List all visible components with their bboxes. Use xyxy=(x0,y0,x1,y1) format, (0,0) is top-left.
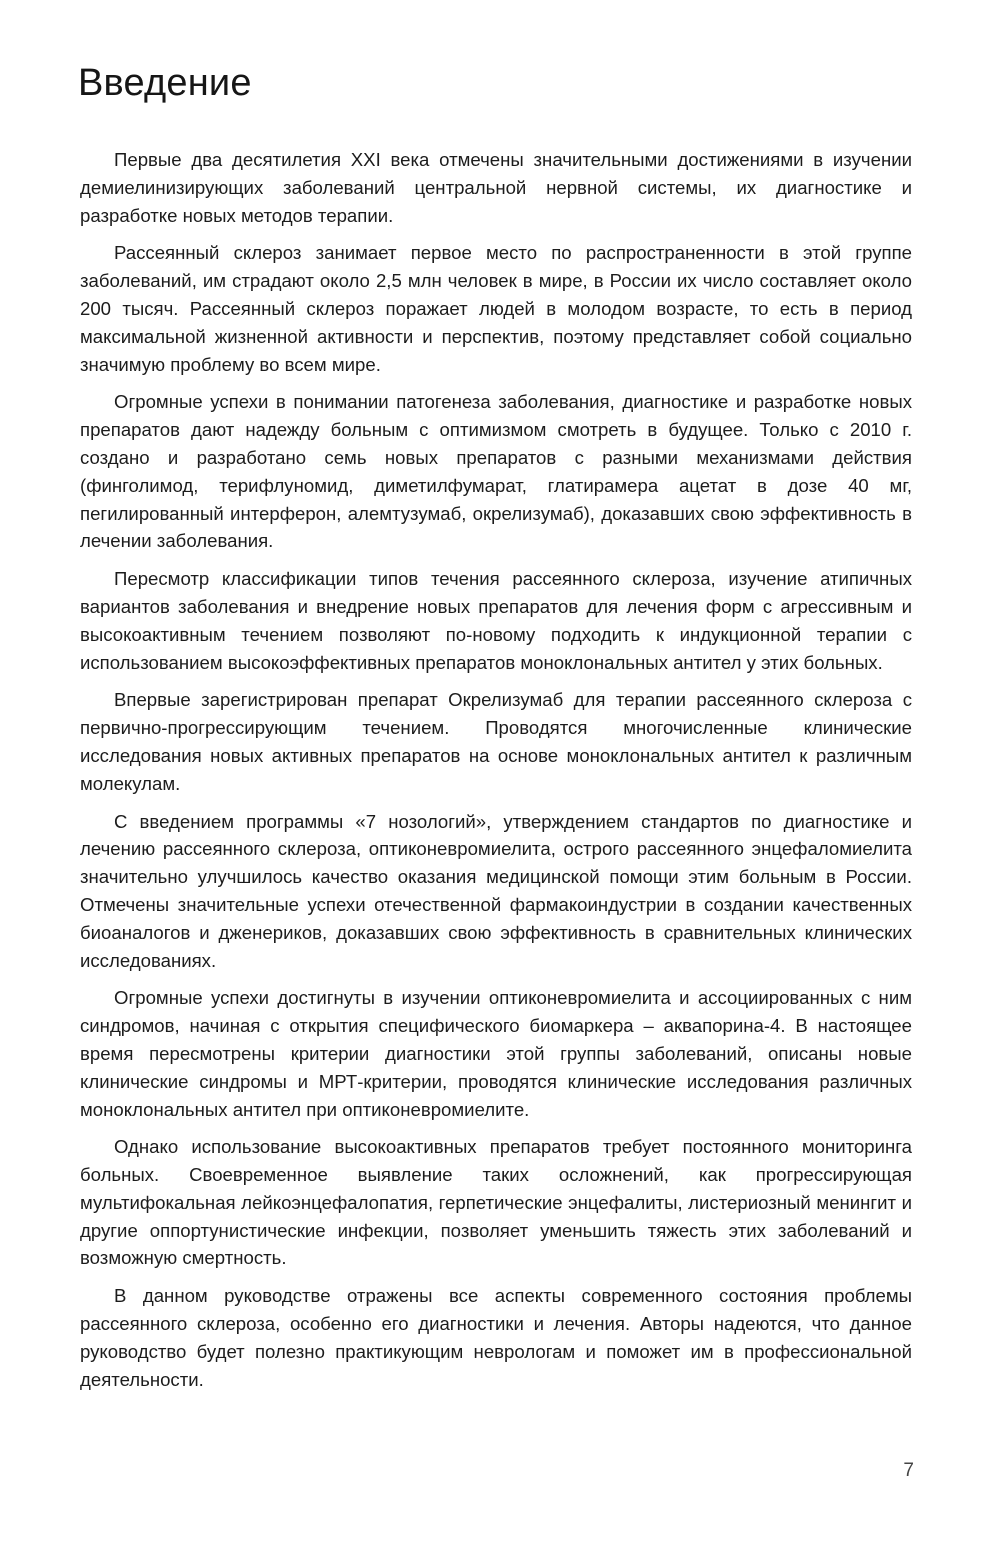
paragraph: Огромные успехи в понимании патогенеза заболевания, диагностике и разработке новых препаратов дают надежду больным с оптимизмом смотреть в будущее. Только с 2010 г. создано и разработано семь новых препаратов с разными механизмами действия (финголимод, терифлуномид, диметилфумарат, глатирамера ацетат в дозе 40 мг, пегилированный интерферон, алемтузумаб, окрелизумаб), доказавших свою эффективность в лечении заболевания. xyxy=(80,391,912,552)
introduction-body xyxy=(80,146,912,1403)
paragraph: С введением программы «7 нозологий», утверждением стандартов по диагностике и лечению рассеянного склероза, оптиконевромиелита, острого рассеянного энцефаломиелита значительно улучшилось качество оказания медицинской помощи этим больным в России. Отмечены значительные успехи отечественной фармакоиндустрии в создании качественных биоаналогов и дженериков, доказавших свою эффективность в сравнительных клинических исследованиях. xyxy=(80,810,912,971)
paragraph: Однако использование высокоактивных препаратов требует постоянного мониторинга больных. Своевременное выявление таких осложнений, как прогрессирующая мультифокальная лейкоэнцефалопатия, герпетические энцефалиты, листериозный менингит и другие оппортунистические инфекции, позволяет уменьшить тяжесть этих заболеваний и возможную смертность. xyxy=(80,1136,912,1269)
paragraph: Первые два десятилетия XXI века отмечены значительными достижениями в изучении демиелинизирующих заболеваний центральной нервной системы, их диагностике и разработке новых методов терапии. xyxy=(80,149,912,226)
paragraph: Рассеянный склероз занимает первое место по распространенности в этой группе заболеваний, им страдают около 2,5 млн человек в мире, в России их число составляет около 200 тысяч. Рассеянный склероз поражает людей в молодом возрасте, то есть в период максимальной жизненной активности и перспектив, поэтому представляет собой социально значимую проблему во всем мире. xyxy=(80,242,912,375)
page-title: Введение xyxy=(78,62,252,104)
paragraph: Пересмотр классификации типов течения рассеянного склероза, изучение атипичных вариантов заболевания и внедрение новых препаратов для лечения форм с агрессивным и высокоактивным течением позволяют по-новому подходить к индукционной терапии с использованием высокоэффективных препаратов моноклональных антител у этих больных. xyxy=(80,568,912,673)
page-number: 7 xyxy=(903,1460,914,1481)
paragraph: Огромные успехи достигнуты в изучении оптиконевромиелита и ассоциированных с ним синдромов, начиная с открытия специфического биомаркера – аквапорина-4. В настоящее время пересмотрены критерии диагностики этой группы заболеваний, описаны новые клинические синдромы и МРТ-критерии, проводятся клинические исследования различных моноклональных антител при оптиконевромиелите. xyxy=(80,987,912,1120)
paragraph: В данном руководстве отражены все аспекты современного состояния проблемы рассеянного склероза, особенно его диагностики и лечения. Авторы надеются, что данное руководство будет полезно практикующим неврологам и поможет им в профессиональной деятельности. xyxy=(80,1285,912,1390)
paragraph: Впервые зарегистрирован препарат Окрелизумаб для терапии рассеянного склероза с первично-прогрессирующим течением. Проводятся многочисленные клинические исследования новых активных препаратов на основе моноклональных антител к различным молекулам. xyxy=(80,689,912,794)
